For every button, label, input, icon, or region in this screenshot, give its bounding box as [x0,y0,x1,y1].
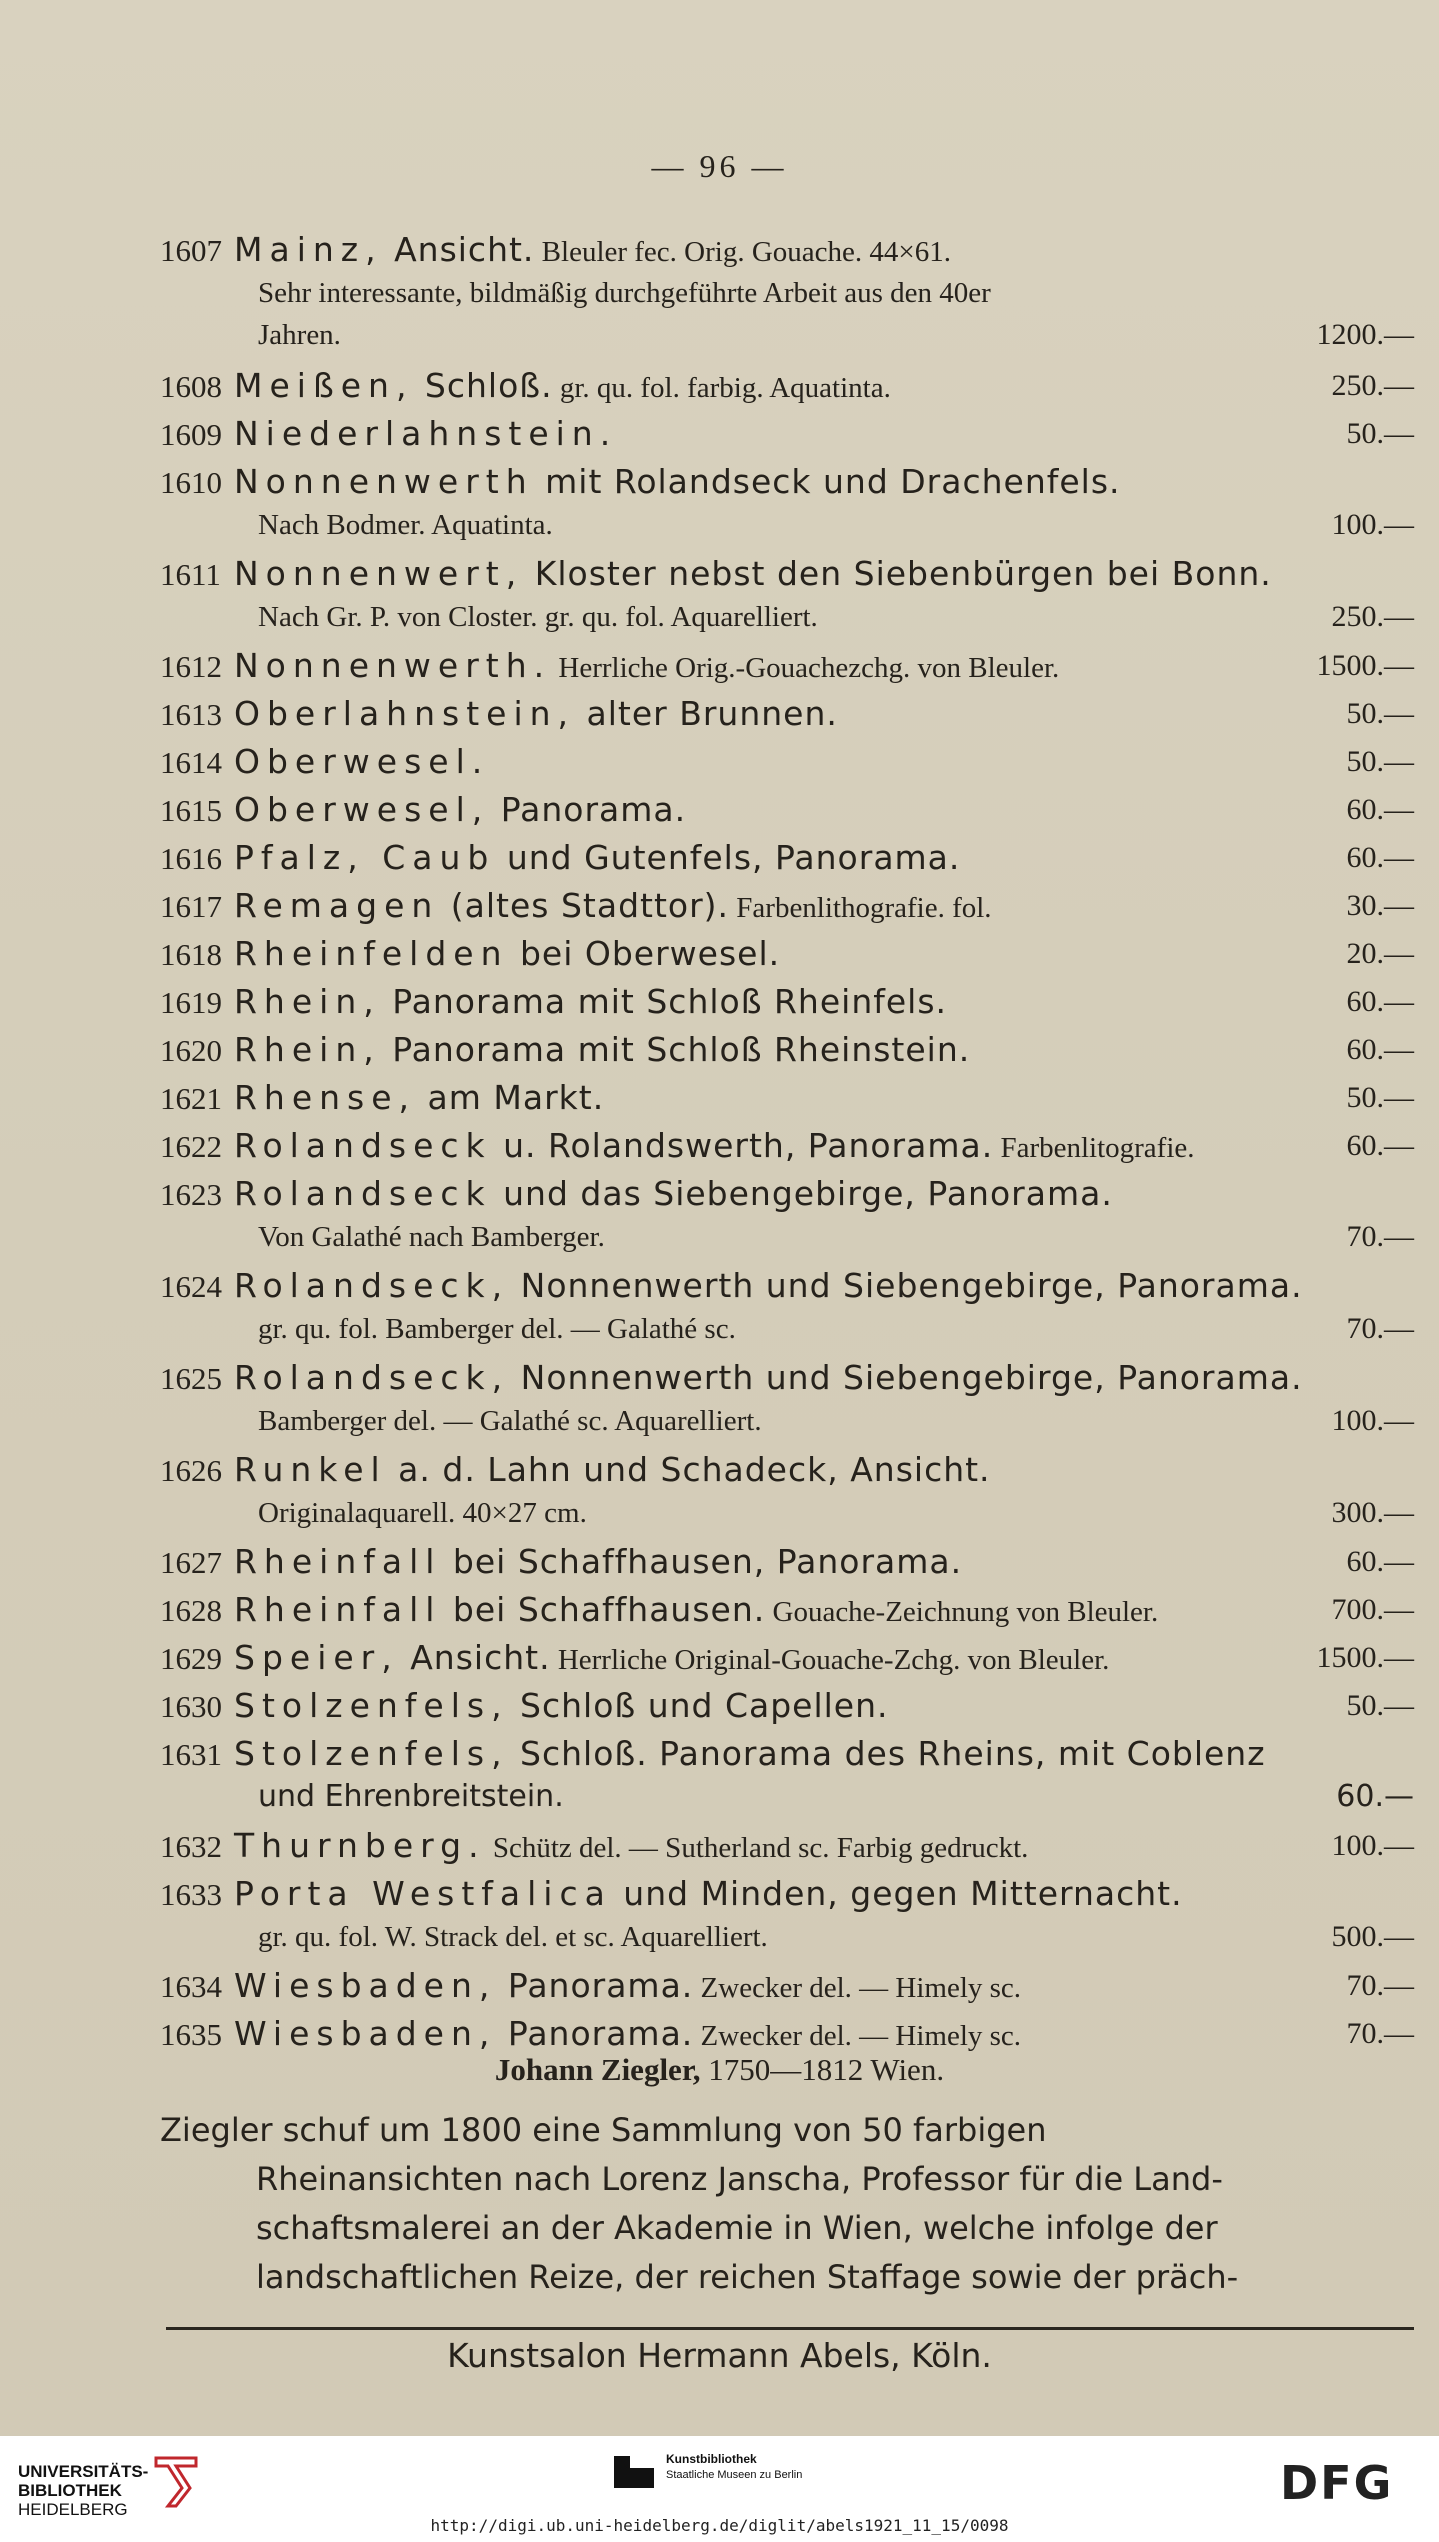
entry-number: 1620 [160,1033,222,1068]
entry-line-1 [160,1028,1420,1072]
entry-line-1 [160,460,1420,504]
entry-number: 1625 [160,1361,222,1396]
entry-description: Gouache-Zeichnung von Bleuler. [765,1596,1159,1628]
entry-detail: gr. qu. fol. Bamberger del. — Galathé sc. [258,1313,736,1345]
entry-title-rest: Schloß. Panorama des Rheins, mit Coblenz [508,1734,1266,1773]
entry-title: Rolandseck [234,1126,492,1165]
entry-title-rest: bei Schaffhausen, Panorama. [441,1542,963,1581]
catalogue-entry [160,1824,1420,1868]
entry-line-1 [160,412,1420,456]
catalogue-entry [160,644,1420,688]
page-number: — 96 — [651,148,788,184]
entry-title: Porta Westfalica [234,1874,612,1913]
entry-title: Nonnenwerth [234,462,534,501]
entry-detail: gr. qu. fol. W. Strack del. et sc. Aquarelliert. [258,1921,768,1953]
entry-title: Rheinfelden [234,934,509,973]
ub-line-1: UNIVERSITÄTS- [18,2462,149,2481]
entry-line-2 [160,596,1420,638]
entry-title: Stolzenfels, [234,1734,509,1773]
entry-line-1 [160,364,1420,408]
entry-number: 1628 [160,1593,222,1628]
entry-line-1 [160,1076,1420,1120]
entry-number: 1634 [160,1969,222,2004]
section-heading [0,2052,1439,2088]
catalogue-entry [160,1964,1420,2008]
catalogue-entry [160,836,1420,880]
entry-line-2 [160,1308,1420,1350]
entry-line-1 [160,552,1420,596]
catalogue-entry [160,788,1420,832]
entry-title: Wiesbaden, [234,2014,497,2053]
entry-number: 1631 [160,1737,222,1772]
entry-title-rest: Panorama. [496,1966,694,2005]
entry-title-rest: u. Rolandswerth, Panorama. [491,1126,994,1165]
entry-title-rest: Schloß. [413,366,553,405]
paragraph-line-3: schaftsmalerei an der Akademie in Wien, welche infolge der [256,2209,1218,2247]
entry-line-1 [160,1264,1420,1308]
entry-title-rest: mit Rolandseck und Drachenfels. [533,462,1121,501]
entry-line-1 [160,1124,1420,1168]
catalogue-entry [160,1124,1420,1168]
entry-line-2 [160,1916,1420,1958]
catalogue-entry [160,1172,1420,1258]
entry-price: 100.— [1331,1404,1414,1437]
entry-price: 60.— [1346,841,1414,874]
entry-title: Rhense, [234,1078,417,1117]
entry-number: 1617 [160,889,222,924]
entry-price: 70.— [1346,1220,1414,1253]
entry-title: Oberlahnstein, [234,694,576,733]
catalogue-entry [160,1872,1420,1958]
catalogue-entry [160,552,1420,638]
entry-line-1 [160,1540,1420,1584]
entry-price: 50.— [1346,1081,1414,1114]
catalogue-entry [160,1356,1420,1442]
entry-line-1 [160,2012,1420,2056]
entry-number: 1621 [160,1081,222,1116]
entry-line-1 [160,740,1420,784]
paragraph-line-4: landschaftlichen Reize, der reichen Staffage sowie der präch- [256,2258,1239,2296]
entry-detail: Sehr interessante, bildmäßig durchgeführte Arbeit aus den 40er [258,277,991,309]
entry-title-rest: a. d. Lahn und Schadeck, Ansicht. [386,1450,991,1489]
catalogue-entry [160,1076,1420,1120]
entry-number: 1626 [160,1453,222,1488]
entry-title-rest: und Gutenfels, Panorama. [495,838,961,877]
entry-price: 50.— [1346,1689,1414,1722]
entry-title-rest: bei Schaffhausen. [441,1590,766,1629]
entry-title: Nonnenwerth. [234,646,552,685]
catalogue-entry [160,692,1420,736]
entry-number: 1610 [160,465,222,500]
entry-title: Rolandseck, [234,1358,510,1397]
entry-title-rest: Ansicht. [382,230,535,269]
entry-price: 250.— [1331,600,1414,633]
entry-line-1 [160,1448,1420,1492]
entry-price: 1200.— [1316,318,1414,351]
entry-title-rest: Panorama mit Schloß Rheinfels. [380,982,948,1021]
entry-title-rest: und das Siebengebirge, Panorama. [491,1174,1113,1213]
entry-title: Speier, [234,1638,399,1677]
entry-price: 300.— [1331,1496,1414,1529]
entry-number: 1607 [160,233,222,268]
entry-description: gr. qu. fol. farbig. Aquatinta. [552,372,891,404]
entry-number: 1633 [160,1877,222,1912]
entry-line-2 [160,1492,1420,1534]
entry-title-rest: am Markt. [416,1078,605,1117]
entry-title: Oberwesel, [234,790,490,829]
catalogue-entry [160,1684,1420,1728]
entry-description: Schütz del. — Sutherland sc. Farbig gedruckt. [485,1832,1029,1864]
entry-number: 1618 [160,937,222,972]
entry-number: 1619 [160,985,222,1020]
entry-title-rest: alter Brunnen. [575,694,838,733]
entry-number: 1632 [160,1829,222,1864]
entry-price: 1500.— [1316,1641,1414,1674]
entry-price: 50.— [1346,697,1414,730]
entry-line-1 [160,1824,1420,1868]
footer-rule [166,2327,1414,2330]
entry-description: Farbenlithografie. fol. [729,892,992,924]
entry-number: 1614 [160,745,222,780]
entry-title: Runkel [234,1450,387,1489]
entry-title-rest: bei Oberwesel. [508,934,781,973]
entry-description: Zwecker del. — Himely sc. [693,2020,1022,2052]
entry-detail: Nach Gr. P. von Closter. gr. qu. fol. Aquarelliert. [258,601,818,633]
entry-line-1 [160,1964,1420,2008]
entry-line-1 [160,228,1420,272]
entry-title-rest: Panorama mit Schloß Rheinstein. [380,1030,971,1069]
entry-title: Rheinfall [234,1542,442,1581]
entry-description: Zwecker del. — Himely sc. [693,1972,1022,2004]
section-artist-name: Johann Ziegler, [494,2052,701,2087]
catalogue-entry [160,1028,1420,1072]
catalogue-entry [160,228,1420,356]
entry-price: 50.— [1346,745,1414,778]
entry-detail: und Ehrenbreitstein. [258,1779,564,1814]
section-artist-dates: 1750—1812 Wien. [700,2052,945,2087]
permalink-url[interactable]: http://digi.ub.uni-heidelberg.de/diglit/abels1921_11_15/0098 [430,2516,1009,2535]
catalogue-entry [160,1732,1420,1818]
entry-title-rest: (altes Stadttor). [439,886,730,925]
entry-line-1 [160,692,1420,736]
entry-detail: Bamberger del. — Galathé sc. Aquarelliert. [258,1405,762,1437]
catalogue-entry [160,740,1420,784]
entry-number: 1622 [160,1129,222,1164]
entry-line-1 [160,1172,1420,1216]
entry-description: Bleuler fec. Orig. Gouache. 44×61. [534,236,951,268]
entry-title: Thurnberg. [234,1826,486,1865]
paragraph-line-1: Ziegler schuf um 1800 eine Sammlung von 50 farbigen [160,2111,1047,2149]
university-library-logo-text[interactable] [18,2462,148,2519]
entry-title: Pfalz, Caub [234,838,496,877]
entry-line-2 [160,504,1420,546]
entry-title-rest: Kloster nebst den Siebenbürgen bei Bonn. [523,554,1272,593]
catalogue-entry [160,1448,1420,1534]
entry-line-2 [160,1216,1420,1258]
entry-detail-2: Jahren. [258,319,341,351]
entry-price: 60.— [1346,793,1414,826]
catalogue-entry [160,2012,1420,2056]
catalogue-entry [160,1264,1420,1350]
entry-line-1 [160,1636,1420,1680]
entry-line-2 [160,1776,1420,1818]
entry-number: 1611 [160,557,221,592]
entry-price: 70.— [1346,1312,1414,1345]
entry-line-2 [160,272,1420,314]
entry-title-rest: und Minden, gegen Mitternacht. [611,1874,1183,1913]
entry-price: 1500.— [1316,649,1414,682]
entry-number: 1613 [160,697,222,732]
entry-price: 100.— [1331,1829,1414,1862]
entry-detail: Nach Bodmer. Aquatinta. [258,509,553,541]
entry-title-rest: Nonnenwerth und Siebengebirge, Panorama. [509,1358,1303,1397]
entry-number: 1615 [160,793,222,828]
entry-title-rest: Ansicht. [398,1638,551,1677]
catalogue-entry [160,460,1420,546]
dfg-logo[interactable]: DFG [1280,2456,1394,2510]
entry-description: Herrliche Orig.-Gouachezchg. von Bleuler. [551,652,1060,684]
entry-number: 1629 [160,1641,222,1676]
entry-title: Meißen, [234,366,414,405]
ub-logo-icon[interactable] [150,2452,202,2512]
kb-line-1: Kunstbibliothek [666,2452,757,2466]
entry-title-rest: Panorama. [489,790,687,829]
entry-line-2 [160,1400,1420,1442]
entry-number: 1608 [160,369,222,404]
catalogue-entry [160,932,1420,976]
entry-title-rest: Panorama. [496,2014,694,2053]
entry-title: Rolandseck [234,1174,492,1213]
kunstbibliothek-logo-icon[interactable] [612,2450,656,2494]
entry-number: 1623 [160,1177,222,1212]
kb-line-2: Staatliche Museen zu Berlin [666,2469,803,2481]
entry-number: 1612 [160,649,222,684]
entry-number: 1624 [160,1269,222,1304]
entry-title: Wiesbaden, [234,1966,497,2005]
entry-title: Nonnenwert, [234,554,524,593]
entry-line-1 [160,788,1420,832]
entry-line-1 [160,980,1420,1024]
entry-line-1 [160,932,1420,976]
ub-line-2: BIBLIOTHEK [18,2481,122,2500]
entry-number: 1609 [160,417,222,452]
catalogue-entry [160,1540,1420,1584]
entry-line-1 [160,1356,1420,1400]
entry-title: Rolandseck, [234,1266,510,1305]
entry-title: Oberwesel. [234,742,490,781]
entry-line-1 [160,836,1420,880]
page-footer: Kunstsalon Hermann Abels, Köln. [447,2336,992,2375]
entry-price: 20.— [1346,937,1414,970]
catalogue-entry [160,364,1420,408]
entry-line-3 [160,314,1420,356]
entry-line-1 [160,644,1420,688]
entry-number: 1616 [160,841,222,876]
kunstbibliothek-text [666,2452,802,2483]
entry-detail: Originalaquarell. 40×27 cm. [258,1497,587,1529]
entry-price: 70.— [1346,2017,1414,2050]
entry-title: Mainz, [234,230,383,269]
catalogue-entry [160,884,1420,928]
entry-price: 250.— [1331,369,1414,402]
entry-price: 70.— [1346,1969,1414,2002]
catalogue-entry [160,1636,1420,1680]
entry-description: Farbenlitografie. [993,1132,1195,1164]
entry-title: Rheinfall [234,1590,442,1629]
entry-price: 60.— [1346,1545,1414,1578]
entry-price: 60.— [1346,1033,1414,1066]
entry-title-rest: Schloß und Capellen. [508,1686,889,1725]
entry-number: 1635 [160,2017,222,2052]
entry-number: 1630 [160,1689,222,1724]
entry-line-1 [160,1588,1420,1632]
entry-detail: Von Galathé nach Bamberger. [258,1221,605,1253]
entry-title: Rhein, [234,1030,381,1069]
entry-price: 30.— [1346,889,1414,922]
catalogue-entry [160,412,1420,456]
ub-line-3: HEIDELBERG [18,2500,128,2519]
entry-line-1 [160,884,1420,928]
catalogue-entry [160,980,1420,1024]
catalogue-entry [160,1588,1420,1632]
entry-line-1 [160,1732,1420,1776]
paragraph-line-2: Rheinansichten nach Lorenz Janscha, Professor für die Land- [256,2160,1223,2198]
entry-title: Niederlahnstein. [234,414,618,453]
entry-title: Remagen [234,886,440,925]
entry-price: 100.— [1331,508,1414,541]
entry-number: 1627 [160,1545,222,1580]
entry-price: 500.— [1331,1920,1414,1953]
entry-price: 60.— [1346,1129,1414,1162]
entry-price: 50.— [1346,417,1414,450]
entry-line-1 [160,1684,1420,1728]
entry-price: 60.— [1336,1779,1414,1814]
entry-title: Stolzenfels, [234,1686,509,1725]
entry-title-rest: Nonnenwerth und Siebengebirge, Panorama. [509,1266,1303,1305]
entry-price: 60.— [1346,985,1414,1018]
section-paragraph [160,2106,1330,2302]
entry-title: Rhein, [234,982,381,1021]
entry-description: Herrliche Original-Gouache-Zchg. von Bleuler. [550,1644,1110,1676]
entry-line-1 [160,1872,1420,1916]
entry-price: 700.— [1331,1593,1414,1626]
